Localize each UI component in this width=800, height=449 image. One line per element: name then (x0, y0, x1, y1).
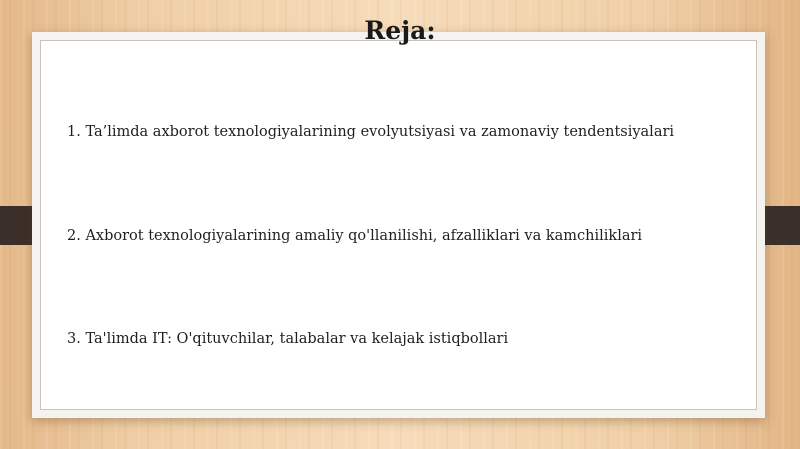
slide-card (32, 32, 765, 418)
plan-item-3: 3. Ta'limda IT: O'qituvchilar, talabalar va kelajak istiqbollari (67, 331, 509, 347)
plan-item-2: 2. Axborot texnologiyalarining amaliy qo'llanilishi, afzalliklari va kamchiliklari (67, 228, 643, 244)
slide-title: Reja: (364, 16, 436, 45)
plan-item-1: 1. Ta’limda axborot texnologiyalarining evolyutsiyasi va zamonaviy tendentsiyalari (67, 124, 675, 140)
slide-content-area (40, 40, 757, 410)
